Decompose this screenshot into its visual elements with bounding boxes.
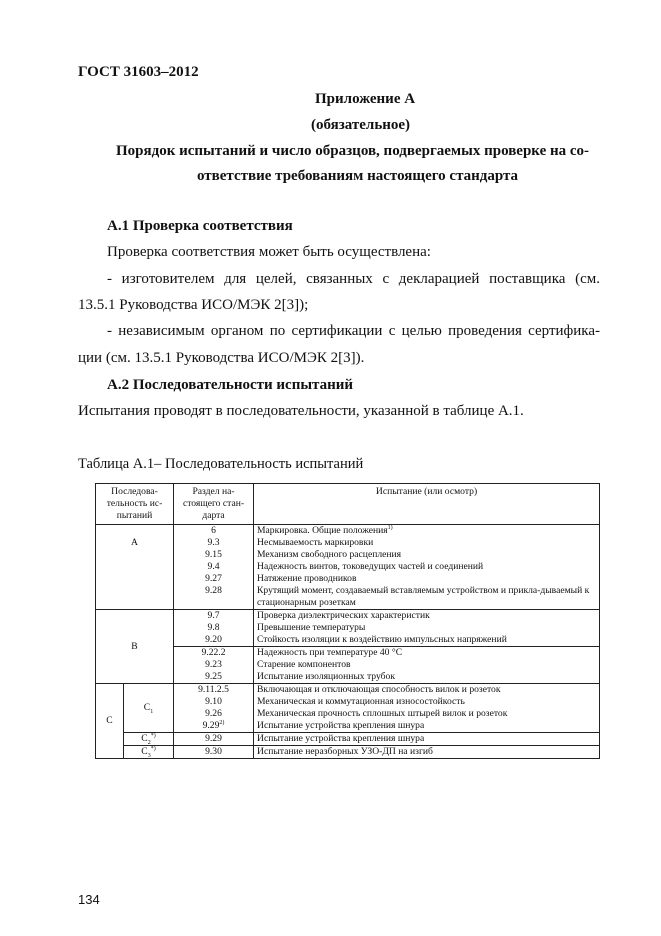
group-c3-test: Испытание неразборных УЗО-ДП на изгиб bbox=[254, 746, 600, 759]
section-a2-title: А.2 Последовательности испытаний bbox=[107, 377, 354, 393]
footnote-1-mark: 1) bbox=[387, 524, 393, 531]
group-a-sections: 6 9.3 9.15 9.4 9.27 9.28 bbox=[174, 525, 254, 610]
group-c1-sections: 9.11.2.5 9.10 9.26 9.29$^{2)}$ bbox=[174, 684, 254, 733]
group-c2-section: 9.29 bbox=[174, 733, 254, 746]
table-caption: Таблица А.1– Последовательность испытаний bbox=[78, 456, 364, 472]
section-a1-item2-line1: - независимым органом по сертификации с целью проведения сертифика- bbox=[107, 323, 600, 339]
group-c3-label: $С_3^{*)}$ bbox=[124, 746, 174, 759]
group-c3-section: 9.30 bbox=[174, 746, 254, 759]
test-sequence-table bbox=[95, 483, 600, 759]
group-b-label: В bbox=[96, 610, 174, 684]
group-b-part1-tests: Проверка диэлектрических характеристик Превышение температуры Стойкость изоляции к воздействию импульсных напряжений bbox=[254, 610, 600, 647]
appendix-title: Приложение А bbox=[315, 91, 416, 107]
section-a1-item1-line1: - изготовителем для целей, связанных с декларацией поставщика (см. bbox=[107, 271, 600, 287]
section-a1-title: А.1 Проверка соответствия bbox=[107, 218, 293, 234]
table-row-group-b-part1 bbox=[96, 610, 600, 647]
section-a1-item2-line2: ции (см. 13.5.1 Руководства ИСО/МЭК 2[3]). bbox=[78, 350, 365, 366]
group-c-label: С bbox=[96, 684, 124, 759]
appendix-heading-line2: ответствие требованиям настоящего стандарта bbox=[197, 168, 519, 184]
section-a1-intro: Проверка соответствия может быть осуществлена: bbox=[107, 244, 431, 260]
table-row-group-c3 bbox=[96, 746, 600, 759]
table-row-group-a bbox=[96, 525, 600, 610]
group-c2-test: Испытание устройства крепления шнура bbox=[254, 733, 600, 746]
group-a-label: А bbox=[96, 525, 174, 610]
footnote-2-mark: 2) bbox=[219, 719, 225, 726]
group-c2-label: $С_2^{*)}$ bbox=[124, 733, 174, 746]
table-row-group-c1 bbox=[96, 684, 600, 733]
table-header-row bbox=[96, 484, 600, 525]
group-c1-tests: Включающая и отключающая способность вилок и розеток Механическая и коммутационная износостойкость Механическая прочность сплошных штырей вилок и розеток Испытание устройства крепления шнура bbox=[254, 684, 600, 733]
header-test: Испытание (или осмотр) bbox=[254, 484, 600, 525]
header-section: Раздел на-стоящего стан-дарта bbox=[174, 484, 254, 525]
group-b-part1-sections: 9.7 9.8 9.20 bbox=[174, 610, 254, 647]
appendix-status: (обязательное) bbox=[311, 117, 411, 133]
table-row-group-c2 bbox=[96, 733, 600, 746]
group-b-part2-sections: 9.22.2 9.23 9.25 bbox=[174, 647, 254, 684]
section-a1-item1-line2: 13.5.1 Руководства ИСО/МЭК 2[3]); bbox=[78, 297, 309, 313]
section-a2-text: Испытания проводят в последовательности, указанной в таблице А.1. bbox=[78, 403, 524, 419]
document-code: ГОСТ 31603–2012 bbox=[78, 64, 199, 80]
header-sequence: Последова-тельность ис-пытаний bbox=[96, 484, 174, 525]
appendix-heading-line1: Порядок испытаний и число образцов, подвергаемых проверке на со- bbox=[116, 143, 590, 159]
page-number: 134 bbox=[78, 892, 100, 907]
group-a-tests: Маркировка. Общие положения$^{1)}$ Несмываемость маркировки Механизм свободного расцепления Надежность винтов, токоведущих частей и соединений Натяжение проводников Крутящий момент, создаваемый вставляемым устройством и прикла-дываемый к стационарным розеткам bbox=[254, 525, 600, 610]
group-b-part2-tests: Надежность при температуре 40 °С Старение компонентов Испытание изоляционных трубок bbox=[254, 647, 600, 684]
group-c1-label: $С_1$ bbox=[124, 684, 174, 733]
